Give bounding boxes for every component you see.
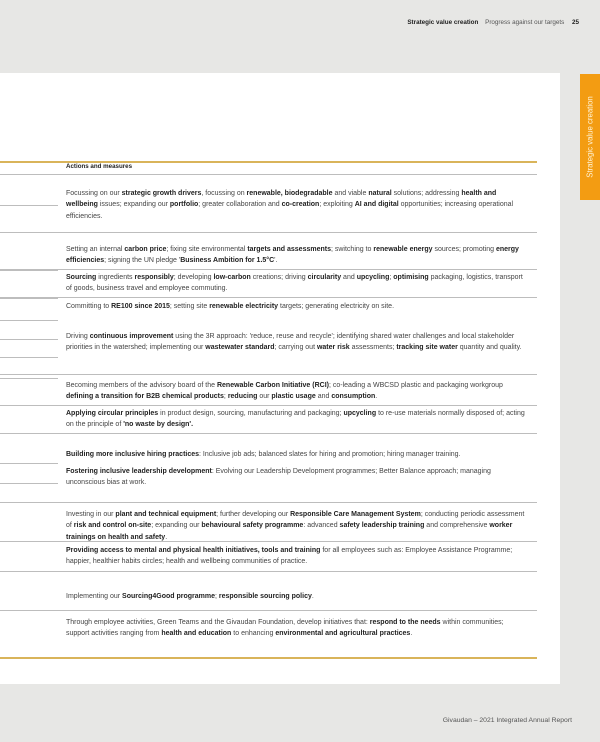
body-text: Setting an internal xyxy=(66,246,125,253)
emphasis-text: Providing access to mental and physical health initiatives, tools and training xyxy=(66,547,321,554)
emphasis-text: water risk xyxy=(316,344,350,352)
body-text: solutions; addressing xyxy=(391,190,462,197)
body-text: and xyxy=(341,274,357,281)
body-text: and xyxy=(315,393,332,401)
table-row xyxy=(66,591,528,602)
body-text: ; setting site xyxy=(169,303,210,310)
emphasis-text: risk and control on-site xyxy=(73,522,152,530)
table-row xyxy=(66,244,528,267)
body-text: ; expanding our xyxy=(151,522,202,530)
page-header xyxy=(407,19,579,26)
body-text: '. xyxy=(274,257,278,265)
emphasis-text: natural xyxy=(368,190,392,197)
emphasis-text: consumption xyxy=(331,393,376,401)
body-text: within communities; support activities ranging from xyxy=(66,619,504,638)
body-text: ; conducting periodic assessment of xyxy=(66,511,525,530)
left-stub xyxy=(0,378,58,379)
emphasis-text: low-carbon xyxy=(213,274,251,281)
emphasis-text: respond to the needs xyxy=(369,619,441,626)
emphasis-text: responsibly xyxy=(134,274,174,281)
body-text: ; fixing site environmental xyxy=(166,246,248,253)
table-row xyxy=(66,301,528,312)
emphasis-text: Building more inclusive hiring practices xyxy=(66,451,200,458)
row-divider xyxy=(0,269,537,270)
row-divider xyxy=(0,571,537,572)
emphasis-text: 'no waste by design'. xyxy=(123,421,194,429)
emphasis-text: portfolio xyxy=(169,201,199,209)
emphasis-text: targets and assessments xyxy=(247,246,331,253)
left-stub xyxy=(0,357,58,358)
body-text: ; further developing our xyxy=(216,511,291,518)
emphasis-text: Business Ambition for 1.5°C xyxy=(180,257,275,265)
left-stub xyxy=(0,270,58,271)
body-text: . xyxy=(165,533,168,541)
body-text: ingredients xyxy=(96,274,135,281)
body-text: our xyxy=(257,393,272,401)
table-row xyxy=(66,449,528,460)
body-text: Implementing our xyxy=(66,593,123,600)
emphasis-text: environmental and agricultural practices xyxy=(275,630,411,638)
emphasis-text: tracking site water xyxy=(396,344,458,352)
body-text: Driving xyxy=(66,333,90,340)
body-text: opportunities; increasing operational efficiencies. xyxy=(66,201,514,220)
section-tab[interactable] xyxy=(580,74,600,200)
emphasis-text: RE100 since 2015 xyxy=(111,303,170,310)
row-divider xyxy=(0,433,537,434)
emphasis-text: renewable energy xyxy=(373,246,433,253)
emphasis-text: health and wellbeing xyxy=(66,190,497,209)
row-divider xyxy=(0,374,537,375)
table-row xyxy=(66,272,528,295)
table-row xyxy=(66,188,528,222)
body-text: and viable xyxy=(332,190,369,197)
row-divider xyxy=(0,297,537,298)
row-divider xyxy=(0,405,537,406)
table-row xyxy=(66,408,528,431)
table-row xyxy=(66,509,528,543)
emphasis-text: renewable electricity xyxy=(209,303,279,310)
body-text: and comprehensive xyxy=(424,522,490,530)
table-row xyxy=(66,331,528,354)
body-text: creations; driving xyxy=(250,274,308,281)
section-tab-label: Strategic value creation xyxy=(585,96,595,178)
emphasis-text: AI and digital xyxy=(354,201,399,209)
emphasis-text: continuous improvement xyxy=(89,333,174,340)
left-stub xyxy=(0,205,58,206)
table-row xyxy=(66,545,528,568)
body-text: ; carrying out xyxy=(274,344,317,352)
body-text: Investing in our xyxy=(66,511,116,518)
body-text: Becoming members of the advisory board of the xyxy=(66,382,217,389)
emphasis-text: energy efficiencies xyxy=(66,246,519,265)
emphasis-text: circularity xyxy=(307,274,342,281)
table-row xyxy=(66,617,528,640)
emphasis-text: Sourcing xyxy=(66,274,97,281)
body-text: ; xyxy=(215,593,219,600)
body-text: ; exploiting xyxy=(319,201,355,209)
emphasis-text: defining a transition for B2B chemical products xyxy=(66,393,224,401)
body-text: targets; generating electricity on site. xyxy=(278,303,395,310)
emphasis-text: Fostering inclusive leadership development xyxy=(66,468,212,475)
emphasis-text: safety leadership training xyxy=(339,522,425,530)
body-text: : advanced xyxy=(303,522,340,530)
left-stub xyxy=(0,298,58,299)
body-text: . xyxy=(375,393,378,401)
page-footer: Givaudan – 2021 Integrated Annual Report xyxy=(442,717,572,724)
header-subsection: Progress against our targets xyxy=(485,19,565,26)
emphasis-text: plastic usage xyxy=(271,393,316,401)
body-text: ; signing the UN pledge ' xyxy=(104,257,181,265)
emphasis-text: co-creation xyxy=(281,201,320,209)
column-header-actions: Actions and measures xyxy=(66,163,133,170)
body-text: ; switching to xyxy=(330,246,374,253)
emphasis-text: health and education xyxy=(161,630,232,638)
emphasis-text: upcycling xyxy=(343,410,377,417)
emphasis-text: wastewater standard xyxy=(205,344,275,352)
body-text: using the 3R approach: 'reduce, reuse and recycle'; identifying shared water challenges and local stakeholder priorities in the watershed; implementing our xyxy=(66,333,515,352)
body-text: assessments; xyxy=(349,344,397,352)
body-text: : Inclusive job ads; balanced slates for hiring and promotion; hiring manager training. xyxy=(199,451,461,458)
body-text: ; co-leading a WBCSD plastic and packaging workgroup xyxy=(329,382,503,389)
body-text: Committing to xyxy=(66,303,112,310)
row-divider xyxy=(0,610,537,611)
header-rule xyxy=(0,174,537,175)
body-text: . xyxy=(311,593,314,600)
emphasis-text: Renewable Carbon Initiative (RCI) xyxy=(216,382,329,389)
body-text: , focussing on xyxy=(201,190,247,197)
body-text: : Evolving our Leadership Development programmes; Better Balance approach; managing unconscious bias at work. xyxy=(66,468,491,487)
row-divider xyxy=(0,232,537,233)
page-number: 25 xyxy=(571,19,579,26)
emphasis-text: reducing xyxy=(227,393,258,401)
emphasis-text: plant and technical equipment xyxy=(115,511,217,518)
emphasis-text: worker trainings on health and safety xyxy=(66,522,513,541)
body-text: Focussing on our xyxy=(66,190,122,197)
body-text: packaging, logistics, transport of goods, business travel and employee commuting. xyxy=(66,274,523,293)
body-text: ; xyxy=(223,393,228,401)
table-row xyxy=(66,466,528,489)
table-bottom-rule xyxy=(0,657,537,659)
header-section: Strategic value creation xyxy=(407,19,479,26)
body-text: for all employees such as: Employee Assistance Programme; happier, healthier habits circles; health and wellbeing communities of practice. xyxy=(66,547,513,566)
left-stub xyxy=(0,339,58,340)
body-text: . xyxy=(410,630,413,638)
emphasis-text: responsible sourcing policy xyxy=(218,593,312,600)
body-text: quantity and quality. xyxy=(457,344,522,352)
emphasis-text: Responsible Care Management System xyxy=(290,511,421,518)
emphasis-text: optimising xyxy=(393,274,429,281)
body-text: ; greater collaboration and xyxy=(198,201,282,209)
body-text: Through employee activities, Green Teams and the Givaudan Foundation, develop initiatives that: xyxy=(66,619,370,626)
body-text: sources; promoting xyxy=(432,246,496,253)
emphasis-text: Sourcing4Good programme xyxy=(122,593,215,600)
emphasis-text: behavioural safety programme xyxy=(201,522,304,530)
emphasis-text: strategic growth drivers xyxy=(121,190,202,197)
left-stub xyxy=(0,320,58,321)
body-text: ; developing xyxy=(173,274,214,281)
left-stub xyxy=(0,483,58,484)
left-stub xyxy=(0,463,58,464)
emphasis-text: Applying circular principles xyxy=(66,410,159,417)
body-text: issues; expanding our xyxy=(97,201,170,209)
body-text: to enhancing xyxy=(231,630,276,638)
table-row xyxy=(66,380,528,403)
body-text: ; xyxy=(389,274,394,281)
emphasis-text: carbon price xyxy=(124,246,167,253)
body-text: in product design, sourcing, manufacturing and packaging; xyxy=(158,410,344,417)
emphasis-text: renewable, biodegradable xyxy=(246,190,333,197)
body-text: to re-use materials normally disposed of; acting on the principle of xyxy=(66,410,525,429)
emphasis-text: upcycling xyxy=(356,274,390,281)
row-divider xyxy=(0,502,537,503)
